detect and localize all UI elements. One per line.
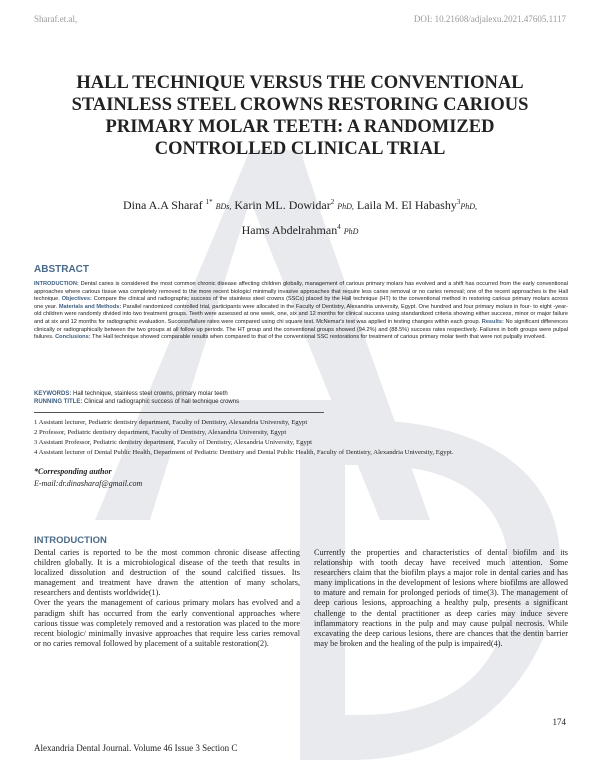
author-degree: BDs, [215,202,232,211]
abstract-heading: ABSTRACT [34,264,89,275]
affiliation-item: 1 Assistant lecturer, Pediatric dentistry department, Faculty of Dentistry, Alexandria University, Egypt [34,419,308,426]
author-name: Dina A.A Sharaf [122,198,203,212]
affiliations-list [34,418,568,458]
title-line: PRIMARY MOLAR TEETH: A RANDOMIZED [105,117,495,137]
body-paragraph: Dental caries is reported to be the most common chronic disease affecting children globally. It is a microbiological disease of the teeth that results in localized dissolution and destruction of the sound calcified tissues. Its management and treatment have drawn the attention of many scholars, researchers and dentists worldwide(1). [34,548,300,598]
author-name: Hams Abdelrahman [241,223,338,237]
affiliation-item: 2 Professor, Pediatric dentistry department, Faculty of Dentistry, Alexandria University, Egypt [34,429,287,436]
corresponding-author-heading: *Corresponding author [34,467,112,476]
abstract-text-methods: Parallel randomized controlled trial, participants were allocated in the Faculty of Dentistry, Alexandria university, Egypt. One hundred and four primary molars in four- to eight -year-old children were randomly divided into two treatment groups. Teeth were assessed at one week, one, six and 12 months for clinical success using standardized criteria showing either success, minor or major failure and at six and 12 months for radiographic evaluation. Success/failure rates were compared using chi square test. McNemar's test was applied in testing changes within each group. [34,303,568,325]
journal-footer: Alexandria Dental Journal. Volume 46 Issue 3 Section C [34,743,238,753]
page-number: 174 [552,717,566,727]
title-line: STAINLESS STEEL CROWNS RESTORING CARIOUS [71,95,529,115]
body-paragraph: Over the years the management of carious primary molars has evolved and a paradigm shift has occurred from the early conventional approaches where carious tissue was completely removed and a restoration was placed to the more recent biologic/ minimally invasive approaches that require less caries removal or no caries removal followed by placement of a suitable restoration(2). [34,598,300,648]
abstract-body [34,281,568,342]
running-header-author: Sharaf.et.al, [34,14,78,24]
corresponding-author-email: E-mail:dr.dinasharaf@gmail.com [34,479,143,488]
title-line: CONTROLLED CLINICAL TRIAL [154,139,446,159]
abstract-label-objectives: Objectives: [61,296,92,303]
keywords-line [34,390,568,398]
running-title-text: Clinical and radiographic success of hall technique crowns [82,399,240,405]
keywords-text: Hall technique, stainless steel crowns, primary molar teeth [71,391,228,397]
abstract-label-results: Results: [481,318,504,325]
article-title [40,72,560,160]
introduction-heading: INTRODUCTION [34,535,107,546]
doi-header: DOI: 10.21608/adjalexu.2021.47605.1117 [413,14,566,24]
author-degree: PhD, [337,202,354,211]
author-degree: PhD [343,227,359,236]
author-affiliation-number: 3 [456,198,461,206]
title-line: HALL TECHNIQUE VERSUS THE CONVENTIONAL [76,73,524,93]
author-line [60,217,540,242]
abstract-text-results: No significant differences clinically or radiographically between the two groups at all follow up periods. The HT group and the conventional groups showed (94.2%) and (88.5%) success rates respectively. Failures in both groups were pulpal failures. [34,318,569,341]
keywords-label: KEYWORDS: [34,391,72,397]
affiliation-item: 3 Assistant Professor, Pediatric dentistry department, Faculty of Dentistry, Alexandria University, Egypt [34,439,313,446]
body-column-right [314,548,568,649]
corresponding-mark: * [209,198,213,206]
abstract-label-methods: Materials and Methods: [58,303,122,310]
body-paragraph: Currently the properties and characteristics of dental biofilm and its relationship with tooth decay have received much attention. Some researchers claim that the biofilm plays a major role in dental caries and has many implications in the development of lesions where biofilms are allowed to mature and remain for prolonged periods of time(3). The management of deep carious lesions, approaching a healthy pulp, presents a significant challenge to the dental practitioner as deep caries may induce severe inflammatory reactions in the pulp and may cause pulpal necrosis. While excavating the deep carious lesions, there are chances that the dentin barrier may be broken and the healing of the pulp is impaired(4). [314,548,568,648]
author-degree: PhD, [460,202,478,211]
affiliation-item: 4 Assistant lecturer of Dental Public Health, Department of Pediatric Dentistry and Dental Public Health, Faculty of Dentistry, Alexandria University, Egypt. [34,449,454,456]
abstract-label-conclusions: Conclusions: [55,334,91,341]
author-affiliation-number: 2 [330,198,335,206]
abstract-text-objectives: Compare the clinical and radiographic success of the stainless steel crowns (SSCs) placed by the Hall technique (HT) to the conventional method in restoring carious primary molars across one year. [34,296,568,310]
keywords-block [34,390,568,406]
author-name: Karin ML. Dowidar [234,198,331,212]
running-title-label: RUNNING TITLE: [34,399,83,405]
abstract-label-introduction: INTRODUCTION: [34,281,79,287]
author-affiliation-number: 4 [337,223,341,231]
running-title-line [34,398,568,406]
footnote-divider [34,412,324,413]
author-line [60,192,540,217]
abstract-text-introduction: Dental caries is considered the most common chronic disease affecting children globally, management of carious primary molars has evolved and a shift has occurred from the early conventional approaches where carious tissue was completely removed to the more recent biologic/ minimally invasive approaches that require less caries removal or no caries removal; one of the recent approaches is the Hall technique. [34,281,568,303]
abstract-text-conclusions: The Hall technique showed comparable results when compared to that of the conventional SSC restorations for treatment of carious primary molar teeth that were not pulpally involved. [90,334,546,341]
author-name: Laila M. El Habashy [356,198,457,212]
author-list [60,192,540,242]
author-affiliation-number: 1 [205,198,210,206]
body-column-left [34,548,300,649]
abstract-paragraph [34,281,568,342]
